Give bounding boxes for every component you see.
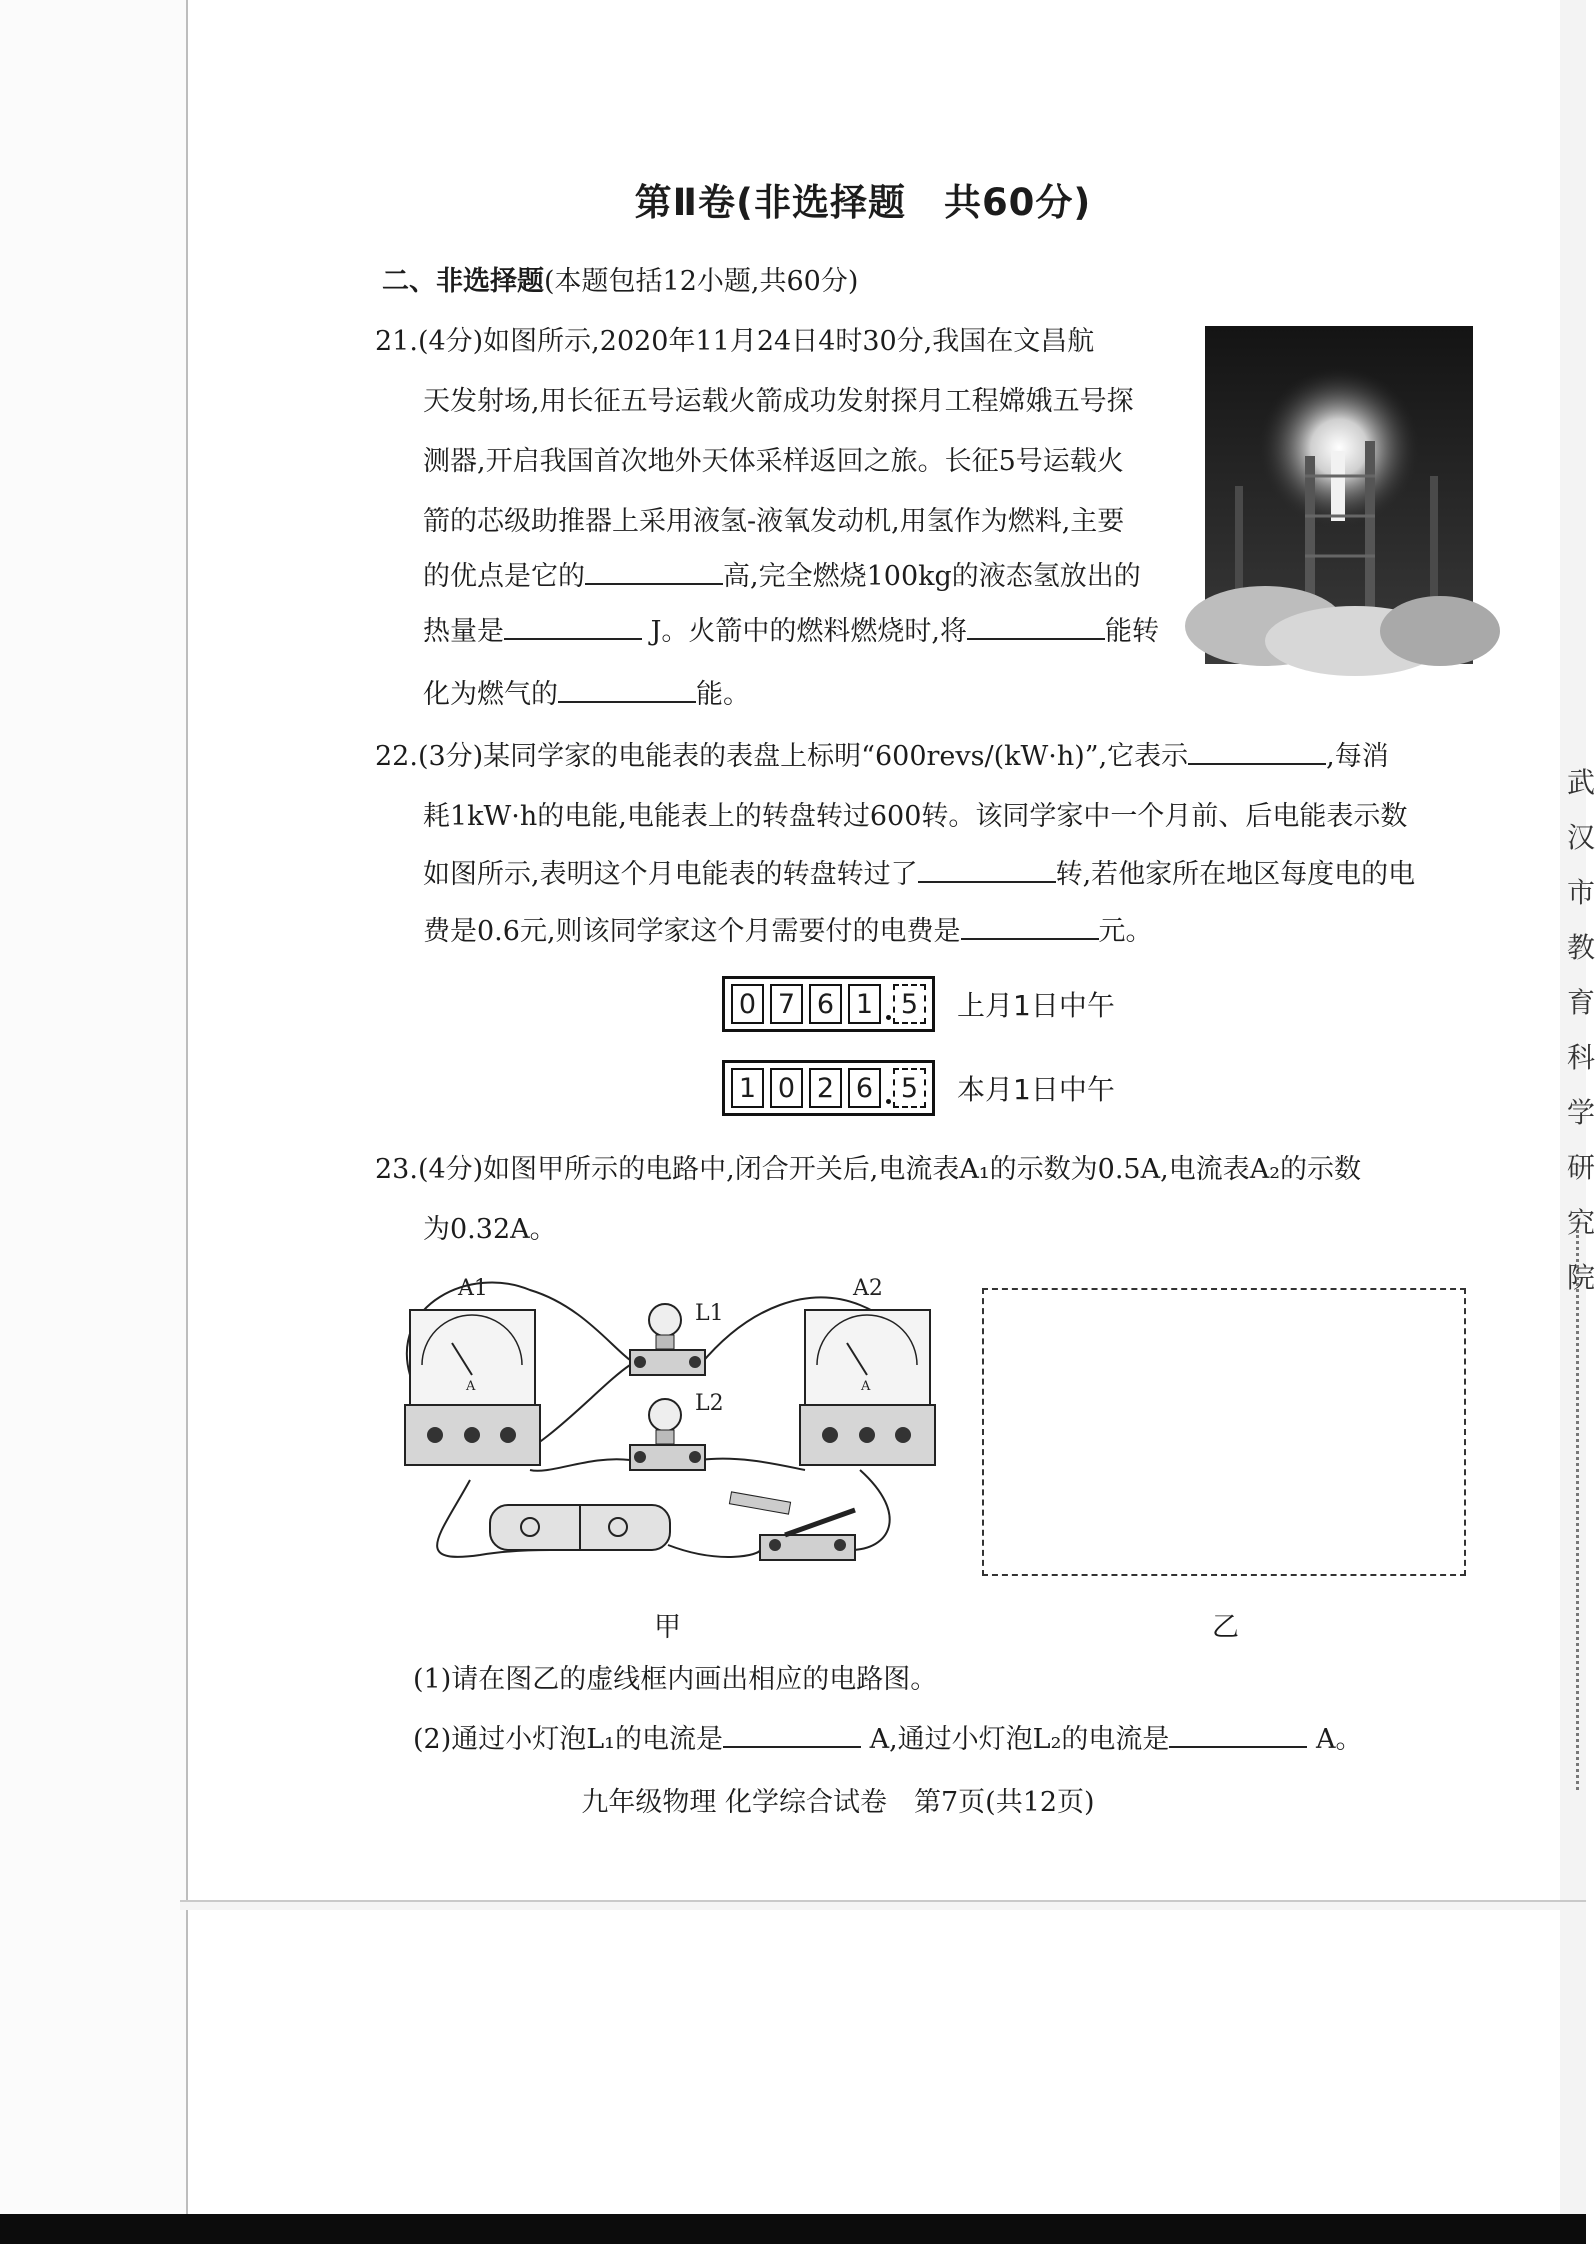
meter-display bbox=[722, 1060, 935, 1116]
q21-line-7-b: 能。 bbox=[696, 679, 750, 710]
paper-title: 第Ⅱ卷(非选择题 共60分) bbox=[634, 181, 1092, 224]
q23-part-1: (1)请在图乙的虚线框内画出相应的电路图。 bbox=[413, 1664, 938, 1695]
meter-digit: 0 bbox=[770, 1068, 803, 1108]
rocket-launch-photo bbox=[1205, 326, 1473, 664]
meter-reading-last-month bbox=[722, 976, 1115, 1032]
bulb-l2 bbox=[630, 1399, 705, 1470]
q21-line-6-b: J。火箭中的燃料燃烧时,将 bbox=[642, 616, 967, 647]
q23-part-2-b: A,通过小灯泡L₂的电流是 bbox=[861, 1724, 1170, 1755]
q21-line-6 bbox=[423, 612, 1159, 652]
meter-reading-this-month bbox=[722, 1060, 1115, 1116]
page-footer: 九年级物理 化学综合试卷 第7页(共12页) bbox=[581, 1787, 1095, 1818]
ammeter-a2-label: A2 bbox=[853, 1276, 883, 1301]
meter-decimal-digit: 5 bbox=[893, 1068, 926, 1108]
q22-line-4-b: 元。 bbox=[1098, 916, 1153, 947]
meter-digit: 1 bbox=[731, 1068, 764, 1108]
meter-digit: 2 bbox=[809, 1068, 842, 1108]
q21-line-5 bbox=[423, 557, 1141, 597]
q23-part-2 bbox=[413, 1720, 1363, 1760]
answer-blank[interactable] bbox=[504, 612, 642, 640]
figure-label-yi: 乙 bbox=[1212, 1612, 1239, 1643]
answer-blank[interactable] bbox=[918, 855, 1056, 883]
q21-line-2: 天发射场,用长征五号运载火箭成功发射探月工程嫦娥五号探 bbox=[423, 386, 1134, 417]
meter-digit: 6 bbox=[809, 984, 842, 1024]
q21-line-1: 21.(4分)如图所示,2020年11月24日4时30分,我国在文昌航 bbox=[375, 326, 1095, 357]
section-heading bbox=[382, 262, 858, 302]
answer-blank[interactable] bbox=[585, 557, 723, 585]
q23-line-2: 为0.32A。 bbox=[423, 1214, 557, 1245]
binding-dotted-line bbox=[1576, 1230, 1583, 1790]
meter-decimal-digit: 5 bbox=[893, 984, 926, 1024]
meter-digit: 7 bbox=[770, 984, 803, 1024]
ammeter-a2-unit: A bbox=[861, 1379, 871, 1394]
q21-line-5-b: 高,完全燃烧100kg的液态氢放出的 bbox=[723, 561, 1141, 592]
ammeter-a1-label: A1 bbox=[458, 1276, 488, 1301]
q23-part-2-a: (2)通过小灯泡L₁的电流是 bbox=[413, 1724, 723, 1755]
q21-line-3: 测器,开启我国首次地外天体采样返回之旅。长征5号运载火 bbox=[423, 446, 1124, 477]
meter-caption: 上月1日中午 bbox=[957, 989, 1115, 1022]
q23-line-1: 23.(4分)如图甲所示的电路中,闭合开关后,电流表A₁的示数为0.5A,电流表A₂的示数 bbox=[375, 1154, 1362, 1185]
bulb-l2-label: L2 bbox=[695, 1391, 724, 1416]
q22-line-2: 耗1kW·h的电能,电能表上的转盘转过600转。该同学家中一个月前、后电能表示数 bbox=[423, 801, 1408, 832]
answer-blank[interactable] bbox=[1169, 1720, 1307, 1748]
answer-blank[interactable] bbox=[967, 612, 1105, 640]
q22-line-4-a: 费是0.6元,则该同学家这个月需要付的电费是 bbox=[423, 916, 961, 947]
meter-digit: 6 bbox=[848, 1068, 881, 1108]
switch bbox=[729, 1492, 855, 1560]
q22-line-3-a: 如图所示,表明这个月电能表的转盘转过了 bbox=[423, 859, 918, 890]
section-heading-note: (本题包括12小题,共60分) bbox=[544, 266, 859, 297]
q22-line-3-b: 转,若他家所在地区每度电的电 bbox=[1055, 859, 1416, 890]
q23-part-2-c: A。 bbox=[1307, 1724, 1363, 1755]
q22-line-4 bbox=[423, 912, 1153, 952]
q22-line-1-a: 22.(3分)某同学家的电能表的表盘上标明“600revs/(kW·h)”,它表示 bbox=[375, 741, 1189, 772]
page-bottom-edge bbox=[180, 1900, 1586, 1910]
answer-blank[interactable] bbox=[723, 1720, 861, 1748]
side-vertical-text: 武汉市教育科学研究院 bbox=[1567, 766, 1595, 1294]
answer-blank[interactable] bbox=[558, 675, 696, 703]
q22-line-3 bbox=[423, 855, 1415, 895]
meter-digit: 0 bbox=[731, 984, 764, 1024]
page-left-margin bbox=[0, 0, 188, 2244]
figure-label-jia: 甲 bbox=[654, 1612, 681, 1643]
bulb-l1 bbox=[630, 1304, 705, 1375]
meter-display bbox=[722, 976, 935, 1032]
q21-line-6-a: 热量是 bbox=[423, 616, 504, 647]
scan-bottom-band bbox=[0, 2214, 1586, 2244]
circuit-drawing-box-yi[interactable] bbox=[982, 1288, 1466, 1576]
q22-line-1-b: ,每消 bbox=[1326, 741, 1389, 772]
q21-line-6-c: 能转 bbox=[1105, 616, 1159, 647]
battery-pack bbox=[490, 1505, 670, 1550]
q21-line-4: 箭的芯级助推器上采用液氢-液氧发动机,用氢作为燃料,主要 bbox=[423, 506, 1125, 537]
section-heading-label: 二、非选择题 bbox=[382, 266, 544, 297]
answer-blank[interactable] bbox=[1188, 737, 1326, 765]
meter-digit: 1 bbox=[848, 984, 881, 1024]
q21-line-7-a: 化为燃气的 bbox=[423, 679, 558, 710]
q21-line-5-a: 的优点是它的 bbox=[423, 561, 585, 592]
meter-caption: 本月1日中午 bbox=[957, 1073, 1115, 1106]
bulb-l1-label: L1 bbox=[695, 1301, 724, 1326]
answer-blank[interactable] bbox=[961, 912, 1099, 940]
circuit-figure-jia bbox=[390, 1265, 950, 1565]
ammeter-a1-unit: A bbox=[466, 1379, 476, 1394]
q22-line-1 bbox=[375, 737, 1389, 777]
q21-line-7 bbox=[423, 675, 750, 715]
